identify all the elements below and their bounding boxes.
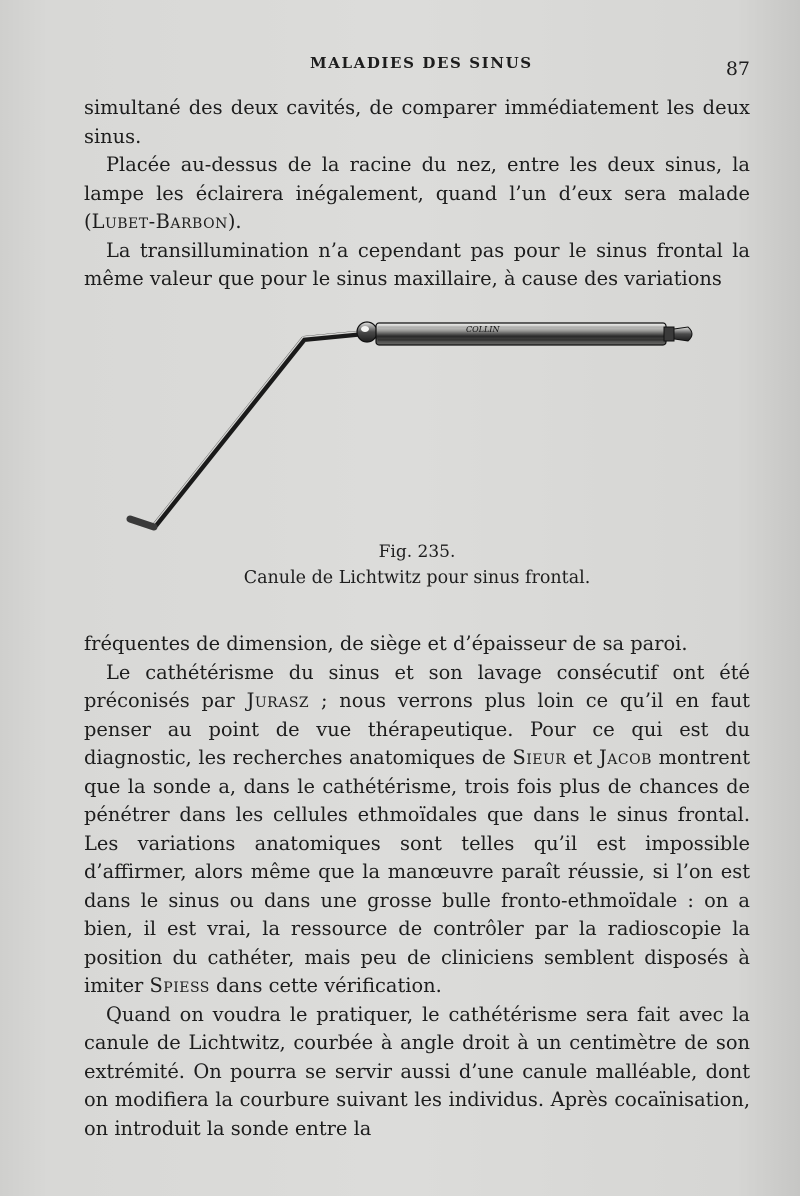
author-name: Lubet-Barbon — [91, 210, 228, 233]
author-name: Sieur — [512, 746, 567, 769]
figure-235 — [84, 305, 750, 605]
author-name: Jurasz — [246, 689, 310, 712]
author-name: Jacob — [599, 746, 652, 769]
paragraph: simultané des deux cavités, de comparer immédiatement les deux sinus. — [84, 96, 750, 148]
paragraph: Le cathétérisme du sinus et son lavage consécutif ont été préconisés par Jurasz ; nous verrons plus loin ce qu’il en faut penser au point de vue thérapeutique. Pour ce qui est du diagnostic, les recherches anatomiques de Sieur et Jacob montrent que la sonde a, dans le cathétérisme, trois fois plus de chances de pénétrer dans les cellules ethmoïdales que dans le sinus frontal. Les variations anatomiques sont telles qu’il est impossible d’affirmer, alors même que la manœuvre paraît réussie, si l’on est dans le sinus ou dans une grosse bulle fronto-ethmoïdale : on a bien, il est vrai, la ressource de contrôler par la radioscopie la position du cathéter, mais peu de cliniciens semblent disposés à imiter Spiess dans cette vérification. — [84, 660, 750, 997]
cannula-bent-tip — [130, 519, 154, 527]
text-block-bottom — [84, 630, 750, 1143]
cannula-illustration — [84, 305, 750, 545]
paragraph: fréquentes de dimension, de siège et d’épaisseur de sa paroi. — [84, 632, 688, 655]
engraving-text: COLLIN — [466, 325, 500, 334]
paragraph: Placée au-dessus de la racine du nez, entre les deux sinus, la lampe les éclairera inégalement, quand l’un d’eux sera malade (Lubet-Barbon). — [84, 153, 750, 233]
figure-caption: Canule de Lichtwitz pour sinus frontal. — [243, 568, 591, 588]
running-head — [80, 48, 760, 88]
cannula-handle — [376, 323, 666, 345]
figure-number: Fig. 235. — [378, 542, 456, 562]
cannula-nozzle — [674, 327, 692, 341]
cannula-knob — [357, 322, 377, 342]
running-head-title: MALADIES DES SINUS — [310, 54, 533, 72]
paragraph: Quand on voudra le pratiquer, le cathétérisme sera fait avec la canule de Lichtwitz, courbée à angle droit à un centimètre de son extrémité. On pourra se servir aussi d’une canule malléable, dont on modifiera la courbure suivant les individus. Après cocaïnisation, on introduit la sonde entre la — [84, 1002, 750, 1140]
paragraph: La transillumination n’a cependant pas pour le sinus frontal la même valeur que pour le sinus maxillaire, à cause des variations — [84, 238, 750, 290]
page-number: 87 — [725, 58, 750, 80]
text-block-top — [84, 94, 750, 294]
cannula-tube — [130, 333, 366, 527]
author-name: Spiess — [149, 974, 210, 997]
